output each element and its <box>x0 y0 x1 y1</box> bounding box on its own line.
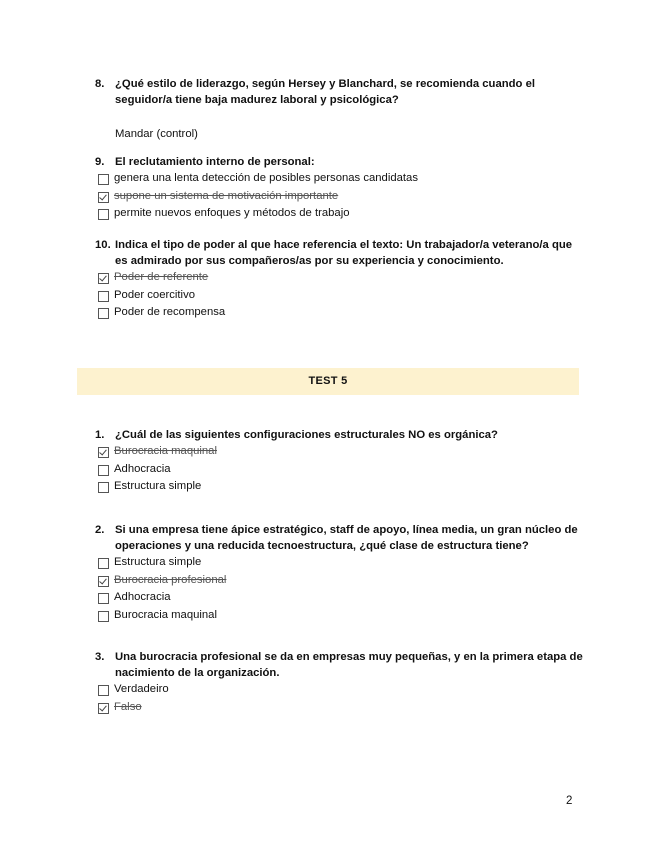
question-number: 8. <box>95 78 105 90</box>
option-label: Estructura simple <box>114 480 202 492</box>
option[interactable] <box>98 188 585 206</box>
checkbox[interactable] <box>98 576 109 587</box>
checkbox[interactable] <box>98 465 109 476</box>
option[interactable] <box>98 287 585 305</box>
question-text: Si una empresa tiene ápice estratégico, staff de apoyo, línea media, un gran núcleo de operaciones y una reducida tecnoestructura, ¿qué clase de estructura tiene? <box>115 524 578 552</box>
section-banner <box>77 368 579 395</box>
option-label: Poder coercitivo <box>114 288 195 301</box>
checkbox[interactable] <box>98 685 109 696</box>
page-number: 2 <box>566 795 573 807</box>
question-text: Una burocracia profesional se da en empresas muy pequeñas, y en la primera etapa de nacimiento de la organización. <box>115 651 583 679</box>
test5-question-1 <box>95 427 585 496</box>
checkbox[interactable] <box>98 482 109 493</box>
test5-question-3 <box>95 649 585 716</box>
option[interactable] <box>98 699 585 717</box>
question-number: 2. <box>95 524 105 536</box>
option-label: Burocracia profesional <box>114 573 227 586</box>
test5-question-2 <box>95 522 585 624</box>
option-label: Falso <box>114 700 142 713</box>
checkbox[interactable] <box>98 273 109 284</box>
option[interactable] <box>98 681 585 699</box>
option[interactable] <box>98 170 585 188</box>
checkbox[interactable] <box>98 447 109 458</box>
option-label: Poder de recompensa <box>114 306 226 318</box>
option-label: Burocracia maquinal <box>114 608 217 621</box>
option-label: supone un sistema de motivación importante <box>114 189 339 202</box>
option[interactable] <box>98 269 585 287</box>
question-text: ¿Cuál de las siguientes configuraciones estructurales NO es orgánica? <box>115 429 498 441</box>
option-label: Estructura simple <box>114 556 202 568</box>
option[interactable] <box>98 607 585 625</box>
question-text: Indica el tipo de poder al que hace referencia el texto: Un trabajador/a veterano/a que es admirado por sus compañeros/as por su experiencia y conocimiento. <box>115 239 573 267</box>
section-title: TEST 5 <box>308 375 348 387</box>
question-8 <box>95 76 585 142</box>
option[interactable] <box>98 589 585 607</box>
checkbox[interactable] <box>98 593 109 604</box>
question-9 <box>95 154 585 223</box>
option[interactable] <box>98 443 585 461</box>
checkbox[interactable] <box>98 192 109 203</box>
checkbox[interactable] <box>98 308 109 319</box>
option[interactable] <box>98 554 585 572</box>
option[interactable] <box>98 205 585 223</box>
option[interactable] <box>98 304 585 322</box>
checkbox[interactable] <box>98 558 109 569</box>
checkbox[interactable] <box>98 611 109 622</box>
checkbox[interactable] <box>98 174 109 185</box>
option-label: Burocracia maquinal <box>114 445 217 457</box>
option-label: Adhocracia <box>114 591 171 603</box>
question-number: 10. <box>95 239 111 251</box>
question-10 <box>95 237 585 322</box>
question-answer: Mandar (control) <box>115 128 198 140</box>
option-label: Verdadeiro <box>114 683 169 695</box>
option[interactable] <box>98 478 585 496</box>
question-text: ¿Qué estilo de liderazgo, según Hersey y Blanchard, se recomienda cuando el seguidor/a tiene baja madurez laboral y psicológica? <box>115 78 535 106</box>
checkbox[interactable] <box>98 209 109 220</box>
option-label: Poder de referente <box>114 271 209 283</box>
option-label: genera una lenta detección de posibles personas candidatas <box>114 172 418 184</box>
option[interactable] <box>98 461 585 479</box>
option[interactable] <box>98 572 585 590</box>
question-text: El reclutamiento interno de personal: <box>115 156 315 168</box>
question-number: 9. <box>95 156 105 168</box>
checkbox[interactable] <box>98 703 109 714</box>
checkbox[interactable] <box>98 291 109 302</box>
option-label: permite nuevos enfoques y métodos de trabajo <box>114 207 350 219</box>
question-number: 1. <box>95 429 105 441</box>
question-number: 3. <box>95 651 105 663</box>
option-label: Adhocracia <box>114 462 171 475</box>
